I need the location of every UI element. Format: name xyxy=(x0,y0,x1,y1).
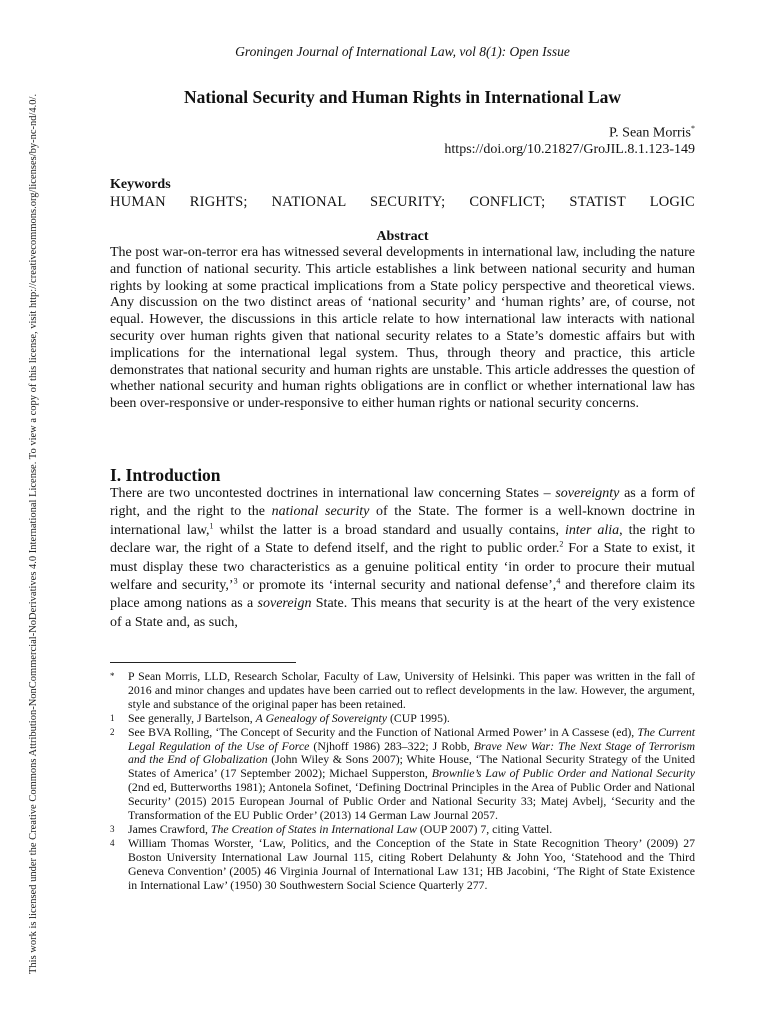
section-heading-introduction: I. Introduction xyxy=(110,465,221,485)
keywords-text: HUMAN RIGHTS; NATIONAL SECURITY; CONFLICT; STATIST LOGIC xyxy=(110,194,695,210)
footnote-fragment: (John Wiley & Sons 2007); White House, ‘The National Security Strategy of the United States of America’ (17 September 2002); Michael Supperston, xyxy=(128,752,695,781)
footnote-item xyxy=(110,823,695,837)
footnote-item xyxy=(110,670,695,712)
footnote-fragment: See generally, J Bartelson, xyxy=(128,710,256,725)
intro-text: whilst the latter is a broad standard and usually contains, xyxy=(213,522,565,538)
footnote-mark: * xyxy=(110,671,115,681)
abstract-text: The post war-on-terror era has witnessed several developments in international law, including the nature and function of national security. This article establishes a link between national security and human rights by looking at some practical implications from a State policy perspective and theoretical views. Any discussion on the two distinct areas of ‘national security’ and ‘human rights’ are, of course, not equal. However, the discussions in this article relate to how international law interacts with national security over human rights given that national security relates to a State’s domestic affairs but with implications for the international legal system. Thus, through theory and practice, this article demonstrates that national security and human rights are unstable. This article addresses the question of whether national security and human rights obligations are in conflict or whether international law has been over-responsive or under-responsive to either human rights or national security concerns. xyxy=(110,245,695,412)
intro-text: as a form of right, and the right to the xyxy=(110,486,695,520)
footnotes xyxy=(110,670,695,893)
footnote-ref-4[interactable]: 4 xyxy=(556,576,561,586)
footnote-title: Brave New War: The Next Stage of Terrorism and the End of Globalization xyxy=(128,738,695,767)
intro-text: , the right to declare war, the right of a State to defend itself, and the right to public order. xyxy=(110,522,695,557)
footnote-text xyxy=(128,726,695,823)
footnote-item xyxy=(110,712,695,726)
footnote-title: The Creation of States in International Law xyxy=(210,821,417,836)
introduction-paragraph xyxy=(110,485,695,632)
footnote-title: A Genealogy of Sovereignty xyxy=(255,710,388,725)
footnote-fragment: (OUP 2007) 7, citing Vattel. xyxy=(416,821,553,836)
intro-emphasis: sovereign xyxy=(257,596,312,612)
footnote-text xyxy=(128,712,695,726)
author-footnote-mark[interactable]: * xyxy=(691,124,695,133)
intro-text: or promote its ‘internal security and national defense’, xyxy=(237,578,557,594)
intro-emphasis: inter alia xyxy=(564,522,620,538)
footnote-fragment: (2nd ed, Butterworths 1981); Antonela Sofinet, ‘Defining Doctrinal Principles in the Area of Public Order and National Security’ (2015) 2015 European Journal of Public Order and National Security 33; Matej Avbelj, ‘Security and the Transformation of the EU Public Order’ (2013) 14 German Law Journal 2057. xyxy=(128,780,695,823)
footnote-item xyxy=(110,726,695,823)
footnote-mark: 1 xyxy=(110,712,115,723)
footnote-fragment: James Crawford, xyxy=(128,821,211,836)
footnote-mark: 2 xyxy=(110,726,115,737)
intro-emphasis: national security xyxy=(271,504,370,520)
intro-text: and therefore claim its place among nations as a xyxy=(110,578,695,612)
footnote-title: Brownlie’s Law of Public Order and National Security xyxy=(431,766,695,781)
footnote-fragment: See BVA Rolling, ‘The Concept of Security and the Function of National Armed Power’ in A Cassese (ed), xyxy=(128,724,638,739)
footnote-mark: 3 xyxy=(110,823,115,834)
footnote-text xyxy=(128,670,695,712)
footnote-text xyxy=(128,837,695,893)
keywords-heading: Keywords xyxy=(110,177,171,192)
journal-header: Groningen Journal of International Law, vol 8(1): Open Issue xyxy=(235,44,570,59)
footnote-title: The Current Legal Regulation of the Use of Force xyxy=(128,724,695,753)
footnote-item xyxy=(110,837,695,893)
footnote-ref-1[interactable]: 1 xyxy=(209,521,214,531)
abstract-heading: Abstract xyxy=(376,229,429,244)
footnote-text xyxy=(128,823,695,837)
intro-text: There are two uncontested doctrines in international law concerning States – xyxy=(110,486,556,501)
footnote-fragment: (CUP 1995). xyxy=(387,710,450,725)
footnote-fragment: William Thomas Worster, ‘Law, Politics, and the Conception of the State in State Recognition Theory’ (2009) 27 Boston University International Law Journal 115, citing Robert Delahunty & John Yoo, ‘Statehood and the Third Geneva Convention’ (2005) 46 Virginia Journal of International Law 131; HB Jacobini, ‘The Right of State Existence in International Law’ (1950) 30 Southwestern Social Science Quarterly 277. xyxy=(128,835,695,892)
footnote-ref-3[interactable]: 3 xyxy=(233,576,238,586)
intro-emphasis: sovereignty xyxy=(555,486,620,501)
footnote-ref-2[interactable]: 2 xyxy=(559,539,564,549)
license-notice: This work is licensed under the Creative Commons Attribution-NonCommercial-NoDerivatives 4.0 International License. To view a copy of this license, visit http://creativecommons.org/licenses/by-nc-nd/4.0/. xyxy=(28,93,39,974)
author-name: P. Sean Morris xyxy=(608,125,691,141)
footnote-mark: 4 xyxy=(110,837,115,848)
footnote-divider xyxy=(110,662,296,663)
footnote-fragment: (Njhoff 1986) 283–322; J Robb, xyxy=(309,738,474,753)
doi-link[interactable]: https://doi.org/10.21827/GroJIL.8.1.123-149 xyxy=(444,142,695,157)
intro-text: For a State to exist, it must display these two characteristics as a genuine political entity ‘in order to procure their mutual welfare and security,’ xyxy=(110,541,696,594)
article-title: National Security and Human Rights in International Law xyxy=(183,87,622,107)
intro-text: State. This means that security is at the heart of the very existence of a State and, as such, xyxy=(110,596,695,630)
author-line xyxy=(609,124,695,142)
intro-text: of the State. The former is a well-known doctrine in international law, xyxy=(110,504,695,538)
footnote-fragment: P Sean Morris, LLD, Research Scholar, Faculty of Law, University of Helsinki. This paper was written in the fall of 2016 and minor changes and updates have been carried out to reflect developments in the law. However, the argument, style and substance of the original paper has been retained. xyxy=(128,669,695,711)
